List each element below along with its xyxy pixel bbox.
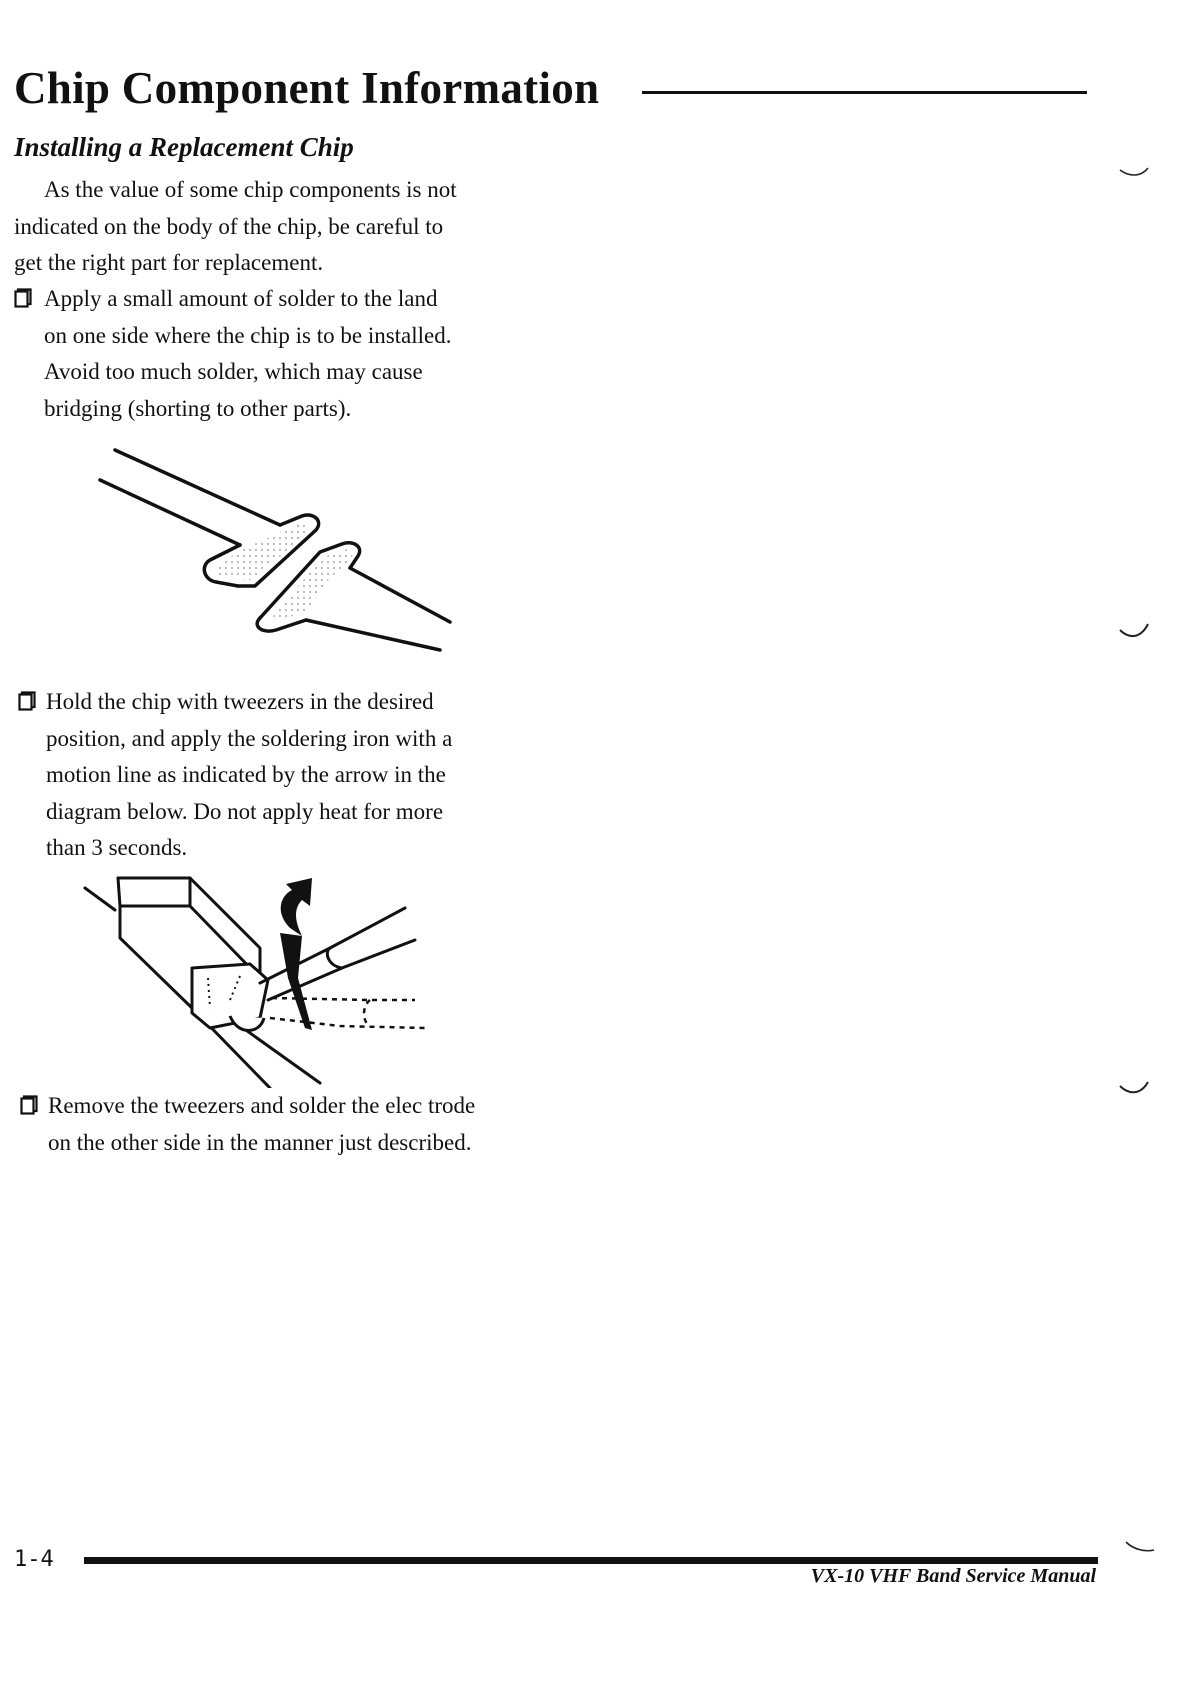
margin-mark <box>1118 622 1154 646</box>
step-2-line: diagram below. Do not apply heat for more <box>46 798 444 824</box>
footer-rule <box>84 1557 1098 1564</box>
step-1 <box>14 281 534 427</box>
checkbox-icon <box>18 691 36 711</box>
checkbox-icon <box>20 1095 38 1115</box>
page-number: 1-4 <box>14 1547 54 1572</box>
tweezers-iron-figure <box>80 868 470 1088</box>
margin-mark <box>1124 1538 1160 1558</box>
page-title: Chip Component Information <box>14 63 600 113</box>
margin-mark <box>1118 164 1154 184</box>
step-1-line: Apply a small amount of solder to the land <box>44 286 438 311</box>
step-1-line: on one side where the chip is to be installed. <box>44 322 452 348</box>
arrow-icon <box>280 878 312 1030</box>
soldering-iron <box>260 908 415 1000</box>
title-rule <box>642 91 1087 94</box>
intro-line: indicated on the body of the chip, be careful to <box>14 213 444 239</box>
step-2-line: motion line as indicated by the arrow in the <box>46 762 446 787</box>
solder-land-figure <box>80 440 480 660</box>
intro-line: As the value of some chip components is not <box>44 177 457 202</box>
tweezer-grip <box>118 878 190 906</box>
margin-mark <box>1118 1080 1154 1104</box>
section-heading: Installing a Replacement Chip <box>14 132 354 162</box>
manual-title: VX-10 VHF Band Service Manual <box>810 1565 1096 1587</box>
step-1-line: bridging (shorting to other parts). <box>44 395 352 421</box>
step-2 <box>18 684 538 867</box>
intro-paragraph <box>14 172 457 282</box>
step-2-line: Hold the chip with tweezers in the desired <box>46 689 434 714</box>
step-2-line: than 3 seconds. <box>46 835 188 860</box>
step-3-line: on the other side in the manner just described. <box>48 1129 472 1155</box>
intro-line: get the right part for replacement. <box>14 250 324 275</box>
tweezer-arm <box>85 888 115 910</box>
chip <box>192 964 268 1031</box>
left-land <box>100 450 319 586</box>
checkbox-icon <box>14 288 32 308</box>
step-3 <box>20 1088 560 1161</box>
step-3-line: Remove the tweezers and solder the elec trode <box>48 1093 476 1118</box>
step-1-line: Avoid too much solder, which may cause <box>44 359 423 384</box>
step-2-line: position, and apply the soldering iron with a <box>46 725 453 751</box>
